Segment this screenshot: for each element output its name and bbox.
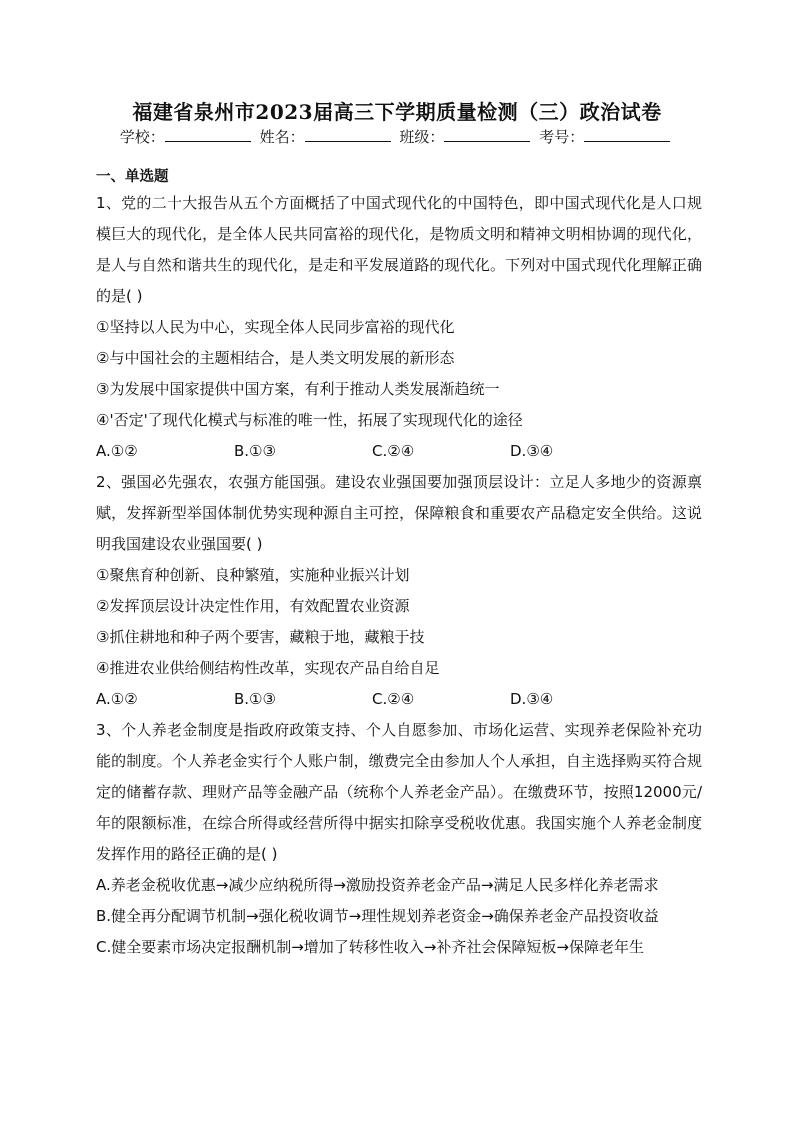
statement-item: ①坚持以人民为中心，实现全体人民同步富裕的现代化: [96, 318, 455, 336]
choice-c[interactable]: C.②④: [372, 690, 415, 708]
class-label: 班级：: [399, 128, 445, 146]
option-a[interactable]: A.养老金税收优惠→减少应纳税所得→激励投资养老金产品→满足人民多样化养老需求: [96, 876, 659, 894]
class-blank[interactable]: [444, 127, 530, 142]
option-c[interactable]: C.健全要素市场决定报酬机制→增加了转移性收入→补齐社会保障短板→保障老年生: [96, 938, 644, 956]
question-stem: 2、强国必先强农，农强方能国强。建设农业强国要加强顶层设计：立足人多地少的资源禀赋，发挥新型举国体制优势实现种源自主可控，保障粮食和重要农产品稳定安全供给。这说明我国建设农业强国要( ): [96, 473, 702, 553]
answer-choices: [96, 684, 702, 715]
statement-item: ③为发展中国家提供中国方案，有利于推动人类发展渐趋统一: [96, 380, 500, 398]
choice-d[interactable]: D.③④: [510, 690, 554, 708]
question-2: [96, 467, 702, 715]
exam-title: 福建省泉州市2023届高三下学期质量检测（三）政治试卷: [132, 100, 662, 124]
exam-content: [96, 166, 702, 963]
option-b[interactable]: B.健全再分配调节机制→强化税收调节→理性规划养老资金→确保养老金产品投资收益: [96, 907, 659, 925]
statement-item: ④'否定'了现代化模式与标准的唯一性，拓展了实现现代化的途径: [96, 411, 523, 429]
choice-a[interactable]: A.①②: [96, 442, 138, 460]
school-label: 学校：: [119, 128, 165, 146]
question-stem: 1、党的二十大报告从五个方面概括了中国式现代化的中国特色，即中国式现代化是人口规模巨大的现代化，是全体人民共同富裕的现代化，是物质文明和精神文明相协调的现代化，是人与自然和谐共生的现代化，是走和平发展道路的现代化。下列对中国式现代化理解正确的是( ): [96, 194, 702, 305]
choice-d[interactable]: D.③④: [510, 442, 554, 460]
choice-b[interactable]: B.①③: [234, 442, 276, 460]
number-blank[interactable]: [584, 127, 670, 142]
statement-item: ②发挥顶层设计决定性作用，有效配置农业资源: [96, 597, 410, 615]
choice-c[interactable]: C.②④: [372, 442, 415, 460]
name-blank[interactable]: [305, 127, 391, 142]
number-label: 考号：: [539, 128, 585, 146]
name-label: 姓名：: [259, 128, 305, 146]
question-stem: 3、个人养老金制度是指政府政策支持、个人自愿参加、市场化运营、实现养老保险补充功能的制度。个人养老金实行个人账户制，缴费完全由参加人个人承担，自主选择购买符合规定的储蓄存款、理财产品等金融产品（统称个人养老金产品）。在缴费环节，按照12000元/年的限额标准，在综合所得或经营所得中据实扣除享受税收优惠。我国实施个人养老金制度发挥作用的路径正确的是( ): [96, 721, 702, 863]
choice-a[interactable]: A.①②: [96, 690, 138, 708]
choice-b[interactable]: B.①③: [234, 690, 276, 708]
student-info-line: [0, 126, 794, 147]
statement-item: ③抓住耕地和种子两个要害，藏粮于地，藏粮于技: [96, 628, 425, 646]
statement-item: ①聚焦育种创新、良种繁殖，实施种业振兴计划: [96, 566, 410, 584]
section-heading: 一、单选题: [96, 169, 169, 185]
question-1: [96, 188, 702, 467]
statement-item: ④推进农业供给侧结构性改革，实现农产品自给自足: [96, 659, 440, 677]
question-3: [96, 715, 702, 963]
school-blank[interactable]: [165, 127, 251, 142]
answer-choices: [96, 436, 702, 467]
statement-item: ②与中国社会的主题相结合，是人类文明发展的新形态: [96, 349, 455, 367]
